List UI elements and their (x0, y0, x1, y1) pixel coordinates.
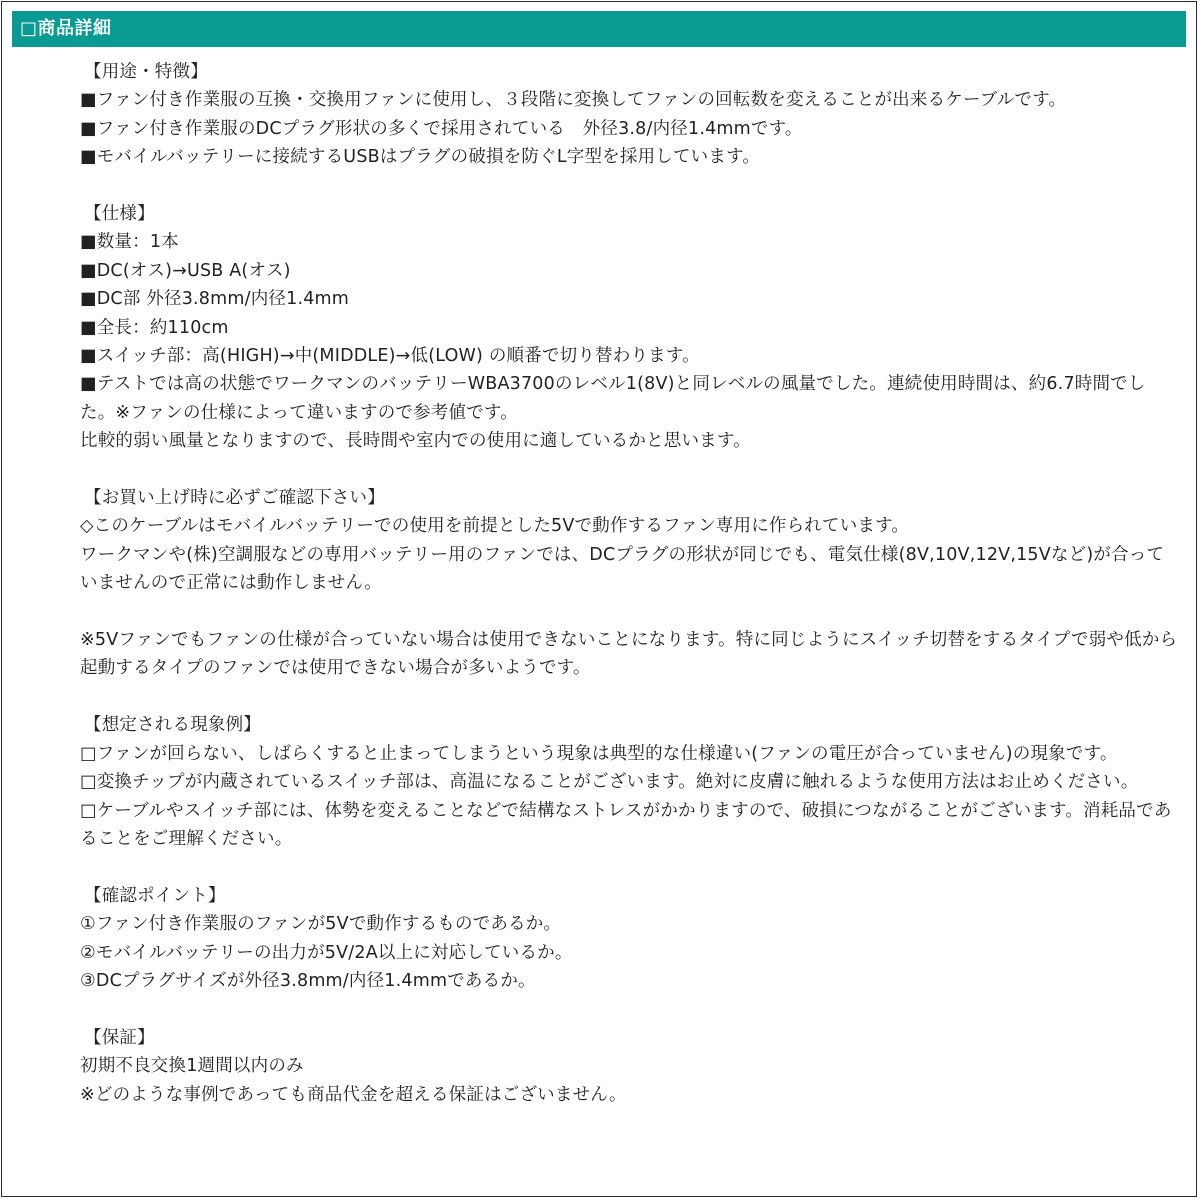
checkpoint-line: ①ファン付き作業服のファンが5Vで動作するものであるか。 (80, 914, 562, 935)
warranty-line: 初期不良交換1週間以内のみ (80, 1056, 304, 1077)
spec-heading: 【仕様】 (84, 204, 155, 225)
confirm-section (80, 484, 1180, 598)
note-section (80, 626, 1180, 683)
warranty-section (80, 1024, 1180, 1109)
checkpoints-section (80, 882, 1180, 996)
spec-line: ■DC部 外径3.8mm/内径1.4mm (80, 289, 350, 310)
phenomena-line: □ケーブルやスイッチ部には、体勢を変えることなどで結構なストレスがかかりますので、破損につながることがございます。消耗品であることをご理解ください。 (80, 800, 1172, 849)
spec-section (80, 200, 1180, 456)
warranty-line: ※どのような事例であっても商品代金を超える保証はございません。 (80, 1084, 627, 1105)
spec-line: ■スイッチ部：高(HIGH)→中(MIDDLE)→低(LOW) の順番で切り替わります。 (80, 346, 700, 367)
spec-line: ■テストでは高の状態でワークマンのバッテリーWBA3700のレベル1(8V)と同レベルの風量でした。連続使用時間は、約6.7時間でした。※ファンの仕様によって違いますので参考値です。 (80, 374, 1146, 423)
confirm-line: ワークマンや(株)空調服などの専用バッテリー用のファンでは、DCプラグの形状が同じでも、電気仕様(8V,10V,12V,15Vなど)が合っていませんので正常には動作しません。 (80, 544, 1165, 594)
page-title: □商品詳細 (12, 11, 1186, 47)
confirm-line: ◇このケーブルはモバイルバッテリーでの使用を前提とした5Vで動作するファン専用に作られています。 (80, 516, 910, 537)
phenomena-heading: 【想定される現象例】 (84, 715, 261, 736)
usage-heading: 【用途・特徴】 (84, 62, 208, 82)
checkpoint-line: ②モバイルバッテリーの出力が5V/2A以上に対応しているか。 (80, 942, 573, 963)
confirm-heading: 【お買い上げ時に必ずご確認下さい】 (84, 488, 385, 509)
spec-line: ■DC(オス)→USB A(オス) (80, 260, 291, 281)
spec-line: ■数量：1本 (80, 232, 179, 253)
spec-line: ■全長：約110cm (80, 317, 229, 338)
warranty-heading: 【保証】 (84, 1027, 155, 1048)
checkpoint-line: ③DCプラグサイズが外径3.8mm/内径1.4mmであるか。 (80, 970, 536, 991)
product-details (80, 58, 1180, 1137)
spec-line: 比較的弱い風量となりますので、長時間や室内での使用に適しているかと思います。 (80, 431, 751, 452)
usage-line: ■ファン付き作業服の互換・交換用ファンに使用し、３段階に変換してファンの回転数を変えることが出来るケーブルです。 (80, 90, 1067, 111)
usage-section (80, 58, 1180, 172)
phenomena-line: □変換チップが内蔵されているスイッチ部は、高温になることがございます。絶対に皮膚に触れるような使用方法はお止めください。 (80, 772, 1139, 793)
usage-line: ■モバイルバッテリーに接続するUSBはプラグの破損を防ぐL字型を採用しています。 (80, 147, 761, 168)
phenomena-section (80, 711, 1180, 853)
phenomena-line: □ファンが回らない、しばらくすると止まってしまうという現象は典型的な仕様違い(ファンの電圧が合っていません)の現象です。 (80, 743, 1118, 764)
checkpoints-heading: 【確認ポイント】 (84, 885, 226, 906)
usage-line: ■ファン付き作業服のDCプラグ形状の多くで採用されている 外径3.8/内径1.4mmです。 (80, 118, 803, 139)
note-line: ※5Vファンでもファンの仕様が合っていない場合は使用できないことになります。特に同じようにスイッチ切替をするタイプで弱や低から起動するタイプのファンでは使用できない場合が多いようです。 (80, 630, 1178, 679)
